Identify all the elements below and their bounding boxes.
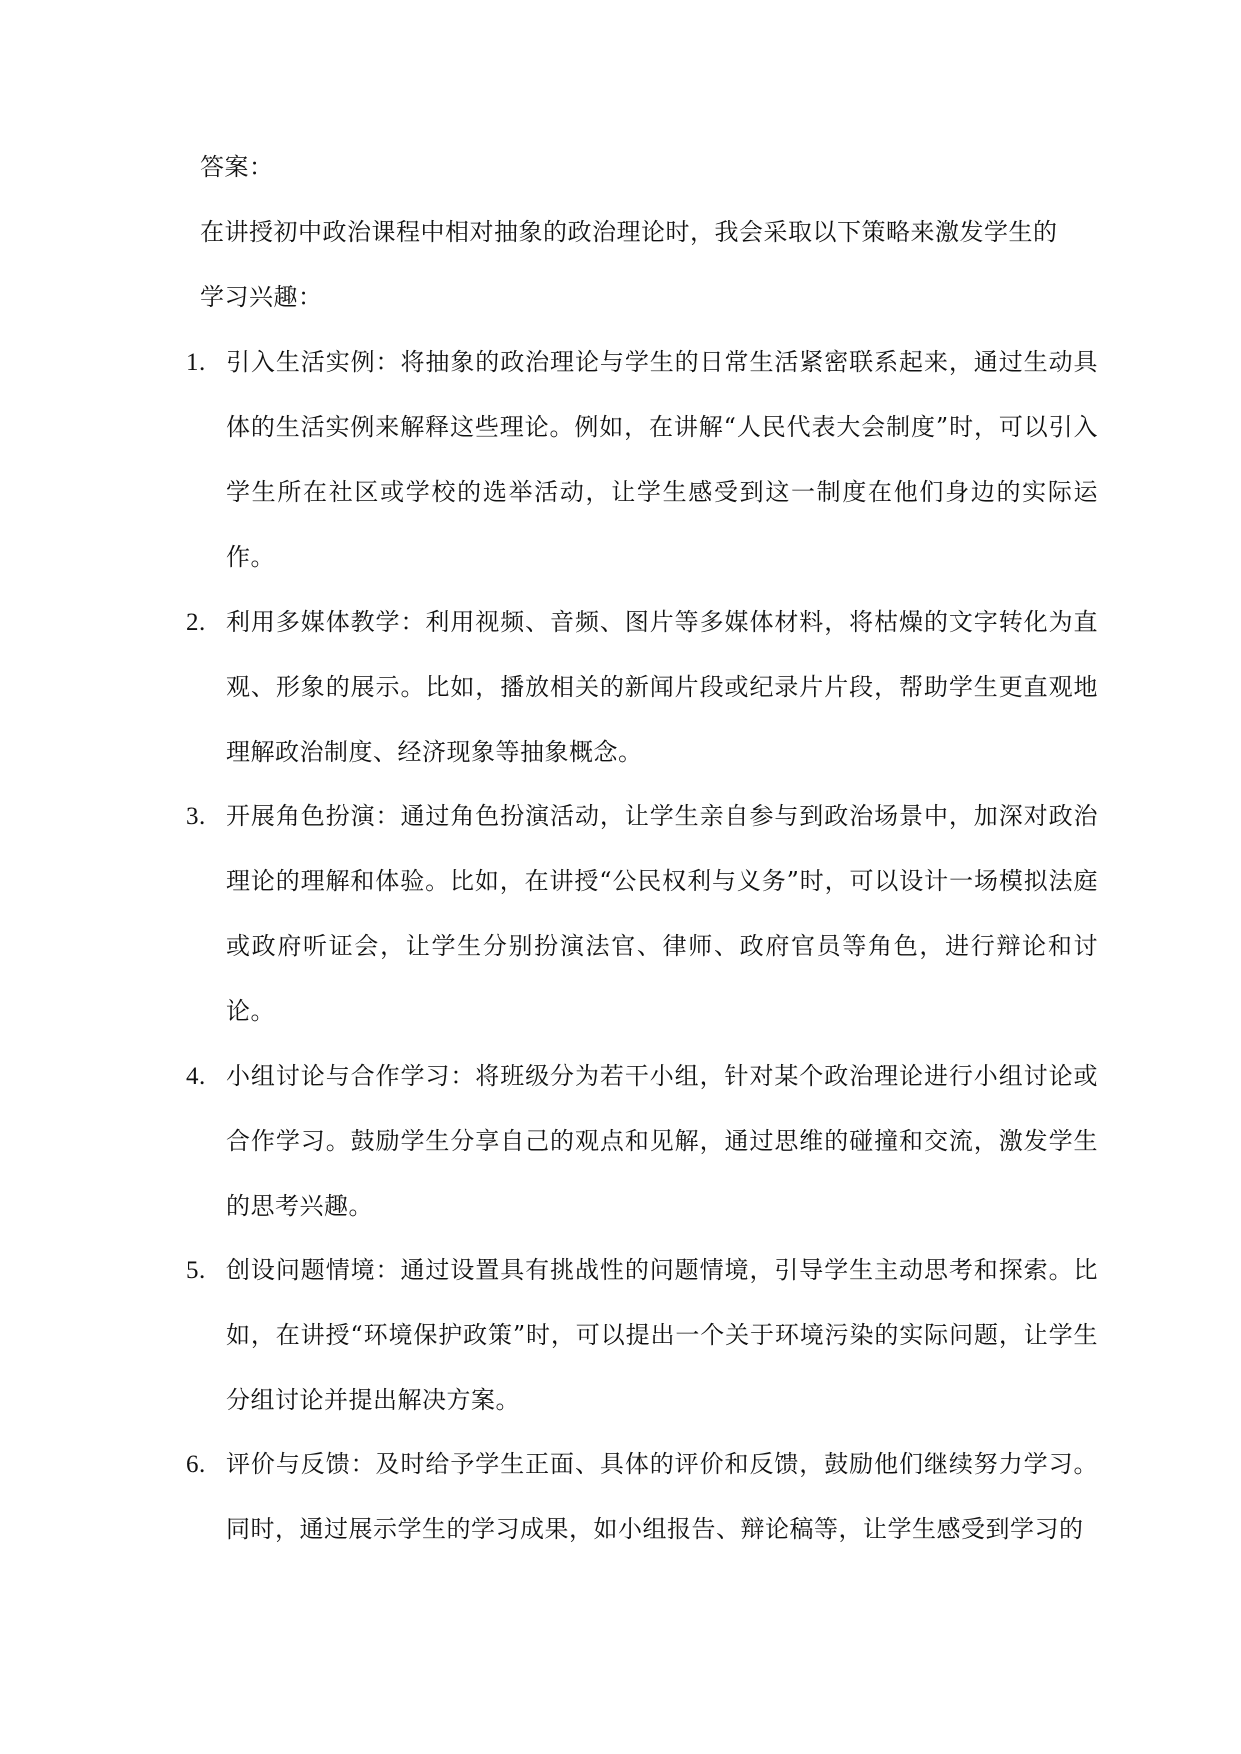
list-item-text: 开展角色扮演：通过角色扮演活动，让学生亲自参与到政治场景中，加深对政治理论的理解和体验。比如，在讲授“公民权利与义务”时，可以设计一场模拟法庭或政府听证会，让学生分别扮演法官、律师、政府官员等角色，进行辩论和讨论。 [226, 802, 1098, 1025]
list-item-text: 引入生活实例：将抽象的政治理论与学生的日常生活紧密联系起来，通过生动具体的生活实例来解释这些理论。例如，在讲解“人民代表大会制度”时，可以引入学生所在社区或学校的选举活动，让学生感受到这一制度在他们身边的实际运作。 [226, 348, 1098, 571]
list-item [186, 1432, 1096, 1562]
list-item [186, 330, 1096, 590]
list-item-text: 利用多媒体教学：利用视频、音频、图片等多媒体材料，将枯燥的文字转化为直观、形象的展示。比如，播放相关的新闻片段或纪录片片段，帮助学生更直观地理解政治制度、经济现象等抽象概念。 [226, 608, 1098, 766]
list-item-number: 1. [186, 349, 206, 376]
list-item-number: 3. [186, 803, 206, 830]
list-item-number: 4. [186, 1063, 206, 1090]
list-item-number: 5. [186, 1257, 206, 1284]
list-item-text: 评价与反馈：及时给予学生正面、具体的评价和反馈，鼓励他们继续努力学习。同时，通过展示学生的学习成果，如小组报告、辩论稿等，让学生感受到学习的 [226, 1450, 1098, 1543]
answer-heading: 答案： [200, 153, 274, 181]
intro-paragraph: 在讲授初中政治课程中相对抽象的政治理论时，我会采取以下策略来激发学生的学习兴趣： [200, 218, 1058, 311]
list-item [186, 784, 1096, 1044]
list-item-text: 小组讨论与合作学习：将班级分为若干小组，针对某个政治理论进行小组讨论或合作学习。鼓励学生分享自己的观点和见解，通过思维的碰撞和交流，激发学生的思考兴趣。 [226, 1062, 1098, 1220]
list-item [186, 1044, 1096, 1239]
list-item-text: 创设问题情境：通过设置具有挑战性的问题情境，引导学生主动思考和探索。比如，在讲授“环境保护政策”时，可以提出一个关于环境污染的实际问题，让学生分组讨论并提出解决方案。 [226, 1256, 1098, 1414]
list-item-number: 6. [186, 1451, 206, 1478]
list-item-number: 2. [186, 609, 206, 636]
list-item [186, 590, 1096, 785]
list-item [186, 1238, 1096, 1433]
